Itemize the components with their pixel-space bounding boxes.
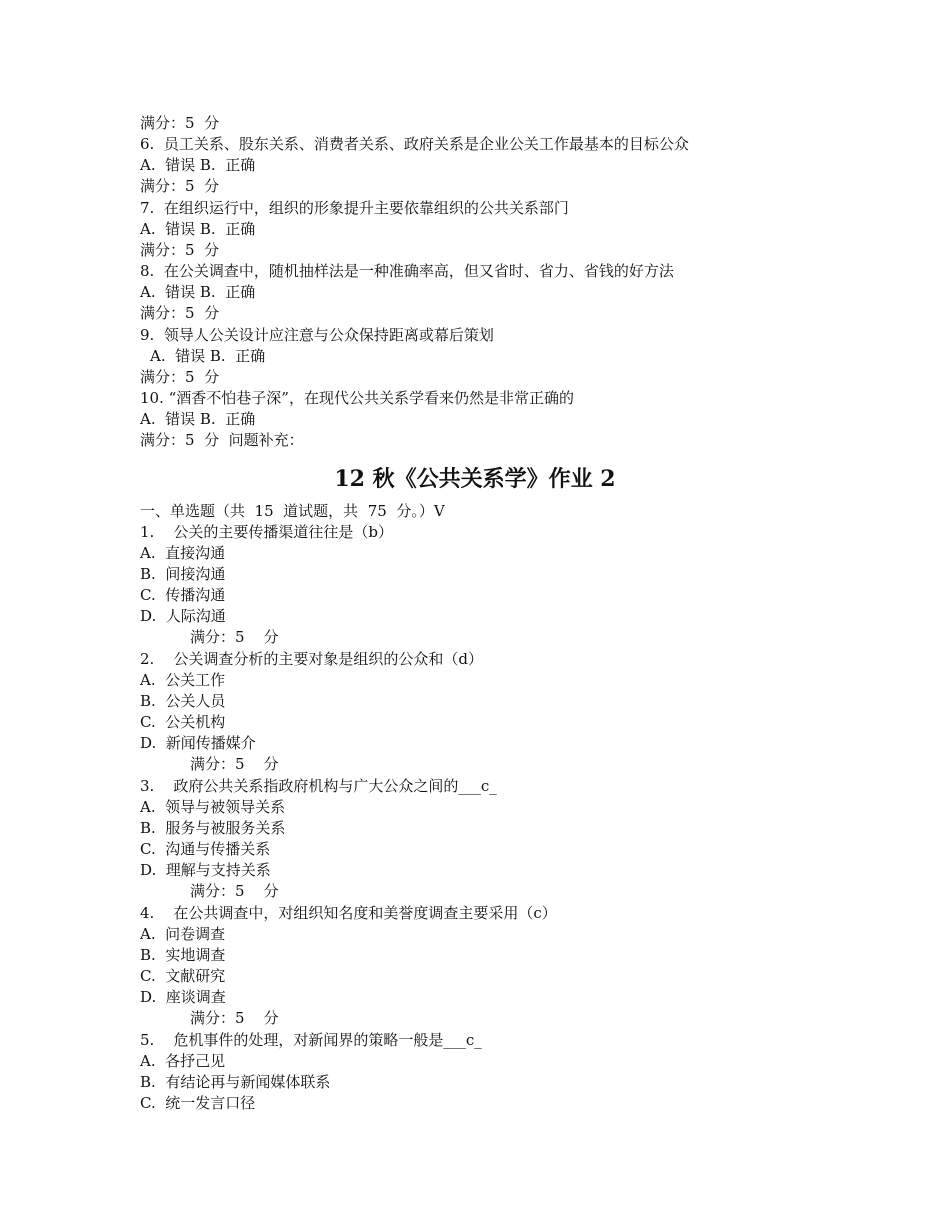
option-d: D. 理解与支持关系 xyxy=(140,861,271,879)
options-q8: A. 错误 B. 正确 xyxy=(140,283,256,301)
option-b: B. 实地调查 xyxy=(140,946,226,964)
score-line: 满分：5 分 xyxy=(140,177,220,195)
option-c: C. 沟通与传播关系 xyxy=(140,840,271,858)
question-3: 3. 政府公共关系指政府机构与广大公众之间的___c_ xyxy=(140,777,497,795)
section-heading: 一、单选题（共 15 道试题，共 75 分。）V xyxy=(140,502,445,520)
option-c: C. 传播沟通 xyxy=(140,586,226,604)
options-q6: A. 错误 B. 正确 xyxy=(140,156,256,174)
option-c: C. 文献研究 xyxy=(140,967,226,985)
option-a: A. 领导与被领导关系 xyxy=(140,798,286,816)
question-10: 10. “酒香不怕巷子深”，在现代公共关系学看来仍然是非常正确的 xyxy=(140,389,574,407)
score-line: 满分：5 分 xyxy=(190,1009,279,1027)
assignment-title: 12 秋《公共关系学》作业 2 xyxy=(334,466,616,492)
options-q10: A. 错误 B. 正确 xyxy=(140,410,256,428)
question-4: 4. 在公共调查中，对组织知名度和美誉度调查主要采用（c） xyxy=(140,904,557,922)
score-line: 满分：5 分 xyxy=(190,882,279,900)
option-a: A. 直接沟通 xyxy=(140,544,226,562)
option-b: B. 间接沟通 xyxy=(140,565,226,583)
question-8: 8. 在公关调查中，随机抽样法是一种准确率高，但又省时、省力、省钱的好方法 xyxy=(140,262,674,280)
option-c: C. 统一发言口径 xyxy=(140,1094,256,1112)
score-line: 满分：5 分 xyxy=(190,628,279,646)
option-b: B. 服务与被服务关系 xyxy=(140,819,286,837)
score-line: 满分：5 分 xyxy=(140,368,220,386)
score-line: 满分：5 分 问题补充： xyxy=(140,431,304,449)
options-q7: A. 错误 B. 正确 xyxy=(140,220,256,238)
option-d: D. 座谈调查 xyxy=(140,988,226,1006)
option-a: A. 问卷调查 xyxy=(140,925,226,943)
option-d: D. 人际沟通 xyxy=(140,607,226,625)
option-a: A. 各抒己见 xyxy=(140,1052,226,1070)
question-6: 6. 员工关系、股东关系、消费者关系、政府关系是企业公关工作最基本的目标公众 xyxy=(140,135,689,153)
option-b: B. 有结论再与新闻媒体联系 xyxy=(140,1073,331,1091)
question-9: 9. 领导人公关设计应注意与公众保持距离或幕后策划 xyxy=(140,326,494,344)
option-b: B. 公关人员 xyxy=(140,692,226,710)
score-line: 满分：5 分 xyxy=(140,304,220,322)
score-line: 满分：5 分 xyxy=(140,114,220,132)
option-d: D. 新闻传播媒介 xyxy=(140,734,256,752)
score-line: 满分：5 分 xyxy=(140,241,220,259)
question-2: 2. 公关调查分析的主要对象是组织的公众和（d） xyxy=(140,650,483,668)
question-1: 1. 公关的主要传播渠道往往是（b） xyxy=(140,523,393,541)
score-line: 满分：5 分 xyxy=(190,755,279,773)
question-5: 5. 危机事件的处理，对新闻界的策略一般是___c_ xyxy=(140,1031,482,1049)
option-c: C. 公关机构 xyxy=(140,713,226,731)
option-a: A. 公关工作 xyxy=(140,671,226,689)
question-7: 7. 在组织运行中，组织的形象提升主要依靠组织的公共关系部门 xyxy=(140,199,569,217)
options-q9: A. 错误 B. 正确 xyxy=(150,347,266,365)
